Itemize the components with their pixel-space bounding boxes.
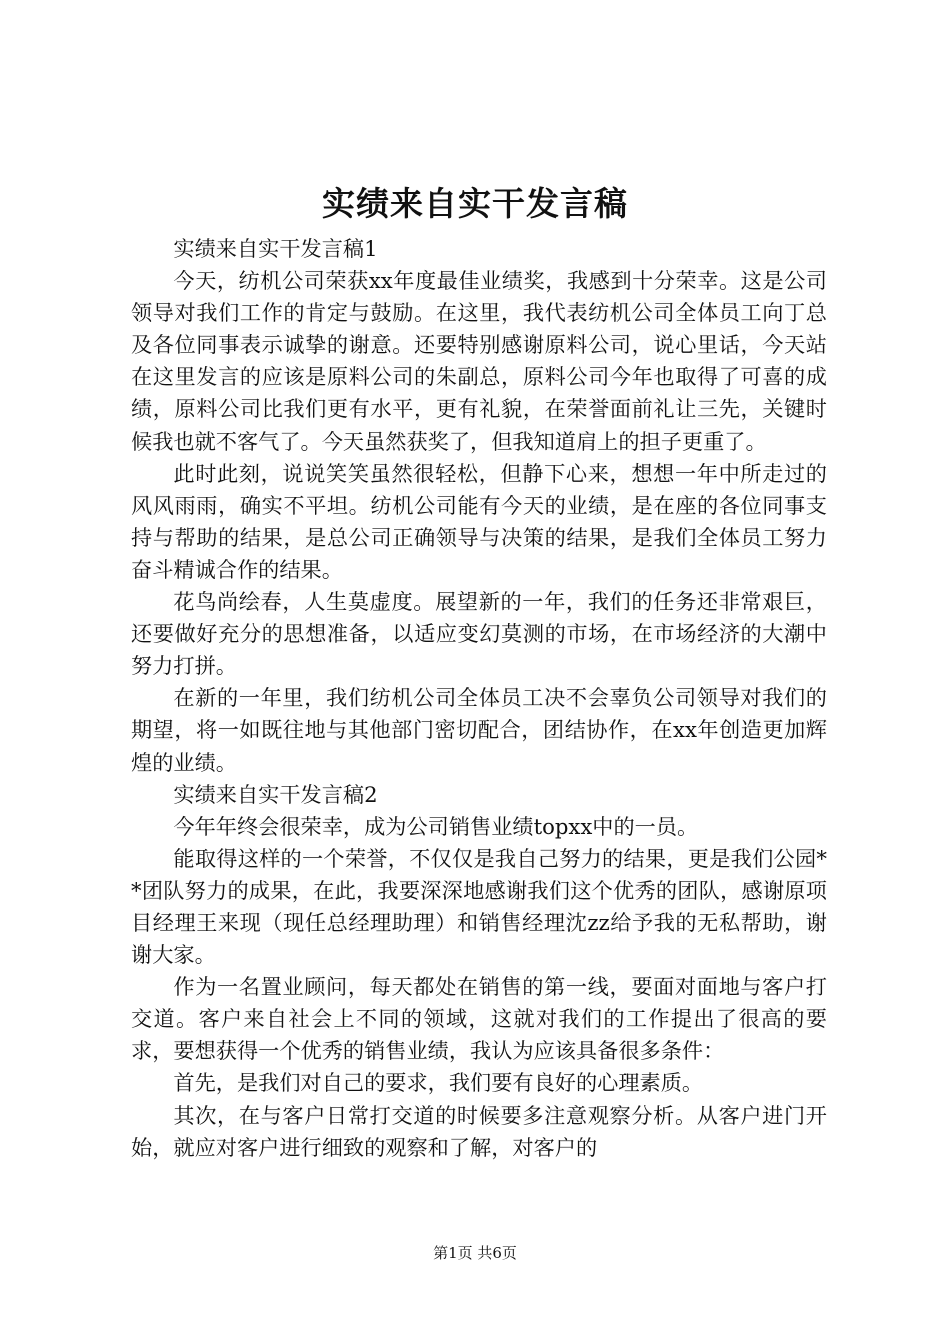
- paragraph-heading-1: 实绩来自实干发言稿1: [173, 236, 378, 261]
- paragraph: 此时此刻，说说笑笑虽然很轻松，但静下心来，想想一年中所走过的风风雨雨，确实不平坦。纺机公司能有今天的业绩，是在座的各位同事支持与帮助的结果，是总公司正确领导与决策的结果，是我们全体员工努力奋斗精诚合作的结果。: [131, 460, 827, 582]
- paragraph: 花鸟尚绘春，人生莫虚度。展望新的一年，我们的任务还非常艰巨，还要做好充分的思想准备，以适应变幻莫测的市场，在市场经济的大潮中努力打拼。: [131, 589, 827, 679]
- paragraph: 作为一名置业顾问，每天都处在销售的第一线，要面对面地与客户打交道。客户来自社会上不同的领域，这就对我们的工作提出了很高的要求，要想获得一个优秀的销售业绩，我认为应该具备很多条件：: [131, 974, 827, 1064]
- paragraph: 今年年终会很荣幸，成为公司销售业绩topxx中的一员。: [173, 813, 699, 839]
- paragraph-heading-2: 实绩来自实干发言稿2: [173, 781, 378, 807]
- page-number-footer: 第1页 共6页: [433, 1244, 517, 1262]
- paragraph: 今天，纺机公司荣获xx年度最佳业绩奖，我感到十分荣幸。这是公司领导对我们工作的肯定与鼓励。在这里，我代表纺机公司全体员工向丁总及各位同事表示诚挚的谢意。还要特别感谢原料公司，说心里话，今天站在这里发言的应该是原料公司的朱副总，原料公司今年也取得了可喜的成绩，原料公司比我们更有水平，更有礼貌，在荣誉面前礼让三先，关键时候我也就不客气了。今天虽然获奖了，但我知道肩上的担子更重了。: [131, 268, 827, 454]
- document-body: [131, 233, 827, 1164]
- paragraph: 首先，是我们对自己的要求，我们要有良好的心理素质。: [173, 1070, 704, 1096]
- paragraph: 其次，在与客户日常打交道的时候要多注意观察分析。从客户进门开始，就应对客户进行细致的观察和了解，对客户的: [131, 1102, 827, 1160]
- paragraph: 在新的一年里，我们纺机公司全体员工决不会辜负公司领导对我们的期望，将一如既往地与其他部门密切配合，团结协作，在xx年创造更加辉煌的业绩。: [131, 685, 827, 775]
- document-title: 实绩来自实干发言稿: [322, 184, 628, 223]
- paragraph: 能取得这样的一个荣誉，不仅仅是我自己努力的结果，更是我们公园**团队努力的成果，在此，我要深深地感谢我们这个优秀的团队，感谢原项目经理王来现（现任总经理助理）和销售经理沈zz给予我的无私帮助，谢谢大家。: [131, 845, 827, 968]
